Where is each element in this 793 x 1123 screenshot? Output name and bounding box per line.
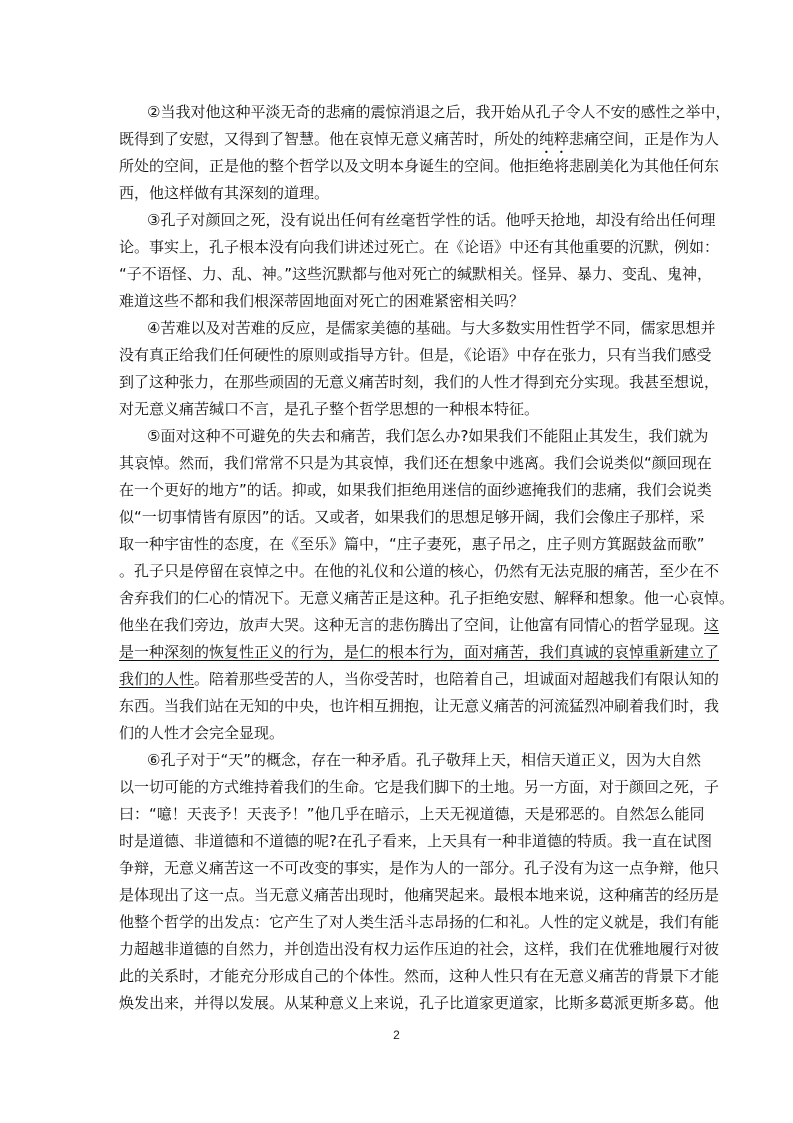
- text-line: [119, 912, 720, 932]
- text-line: [119, 993, 720, 1013]
- text-run: 论。事实上，孔子根本没有向我们讲述过死亡。在《论语》中还有其他重要的沉默，例如：: [119, 238, 720, 256]
- text-run: 对无意义痛苦缄口不言，是孔子整个哲学思想的一种根本特征。: [119, 400, 540, 418]
- text-line: [119, 669, 720, 689]
- text-run: ⑥孔子对于“天”的概念，存在一种矛盾。孔子敬拜上天，相信天道正义，因为大自然: [147, 751, 701, 769]
- text-run: 取一种宇宙性的态度，在《至乐》篇中，“庄子妻死，惠子吊之，庄子则方箕踞鼓盆而歌”: [119, 535, 705, 553]
- emphasized-text: 纯粹: [539, 130, 570, 148]
- text-run: 其哀悼。然而，我们常常不只是为其哀悼，我们还在想象中逃离。我们会说类似“颜回现在: [119, 454, 712, 472]
- text-line: [119, 939, 720, 959]
- text-line: [119, 885, 720, 905]
- text-line: [119, 237, 720, 257]
- text-line: [119, 264, 713, 284]
- text-run: 时是道德、非道德和不道德的呢?在孔子看来，上天具有一种非道德的特质。我一直在试图: [119, 832, 712, 850]
- text-run: 他坐在我们旁边，放声大哭。这种无言的悲伤腾出了空间，让他富有同情心的哲学显现。: [119, 616, 705, 634]
- text-line: [119, 291, 679, 311]
- text-line: [147, 210, 716, 230]
- text-line: [147, 318, 716, 338]
- text-line: [119, 129, 720, 149]
- text-run: 此的关系时，才能充分形成自己的个体性。然而，这种人性只有在无意义痛苦的背景下才能: [119, 967, 720, 985]
- text-run: 以一切可能的方式维持着我们的生命。它是我们脚下的土地。另一方面，对于颜回之死，子: [119, 778, 720, 796]
- underlined-text: 这: [704, 616, 720, 634]
- text-run: 争辩，无意义痛苦这一不可改变的事实，是作为人的一部分。孔子没有为这一点争辩，他只: [119, 859, 720, 877]
- text-run: 们的人性才会完全显现。: [119, 724, 285, 742]
- text-run: ③孔子对颜回之死，没有说出任何有丝毫哲学性的话。他呼天抢地，却没有给出任何理: [147, 211, 716, 229]
- underlined-text: 我们的人性: [119, 670, 195, 688]
- text-line: [119, 183, 679, 203]
- text-run: 悲痛空间，正是作为人: [569, 130, 720, 148]
- text-line: [119, 804, 705, 824]
- text-line: [119, 372, 720, 392]
- text-run: 力超越非道德的自然力，并创造出没有权力运作压迫的社会，这样，我们在优雅地履行对彼: [119, 940, 720, 958]
- text-run: 既得到了安慰，又得到了智慧。他在哀悼无意义痛苦时，所处的: [119, 130, 540, 148]
- text-line: [119, 453, 712, 473]
- text-run: 所处的空间，正是他的整个哲学以及文明本身诞生的空间。他拒绝将悲剧美化为其他任何东: [119, 157, 720, 175]
- text-run: 。孔子只是停留在哀悼之中。在他的礼仪和公道的核心，仍然有无法克服的痛苦，至少在不: [119, 562, 720, 580]
- text-line: [119, 480, 712, 500]
- text-line: [147, 750, 701, 770]
- text-line: [119, 561, 720, 581]
- text-line: [119, 642, 720, 662]
- text-run: 到了这种张力，在那些顽固的无意义痛苦时刻，我们的人性才得到充分实现。我甚至想说，: [119, 373, 720, 391]
- text-line: [119, 588, 735, 608]
- text-line: [119, 507, 705, 527]
- text-run: 是体现出了这一点。当无意义痛苦出现时，他痛哭起来。最根本地来说，这种痛苦的经历是: [119, 886, 720, 904]
- text-run: ④苦难以及对苦难的反应，是儒家美德的基础。与大多数实用性哲学不同，儒家思想并: [147, 319, 716, 337]
- text-run: 东西。当我们站在无知的中央，也许相互拥抱，让无意义痛苦的河流猛烈冲刷着我们时，我: [119, 697, 720, 715]
- text-run: ⑤面对这种不可避免的失去和痛苦，我们怎么办?如果我们不能阻止其发生，我们就为: [147, 427, 709, 445]
- underlined-text: 是一种深刻的恢复性正义的行为，是仁的根本行为，面对痛苦，我们真诚的哀悼重新建立了: [119, 643, 720, 661]
- text-line: [119, 615, 720, 635]
- text-run: 似“一切事情皆有原因”的话。又或者，如果我们的思想足够开阔，我们会像庄子那样，采: [119, 508, 705, 526]
- text-line: [119, 831, 712, 851]
- text-run: 没有真正给我们任何硬性的原则或指导方针。但是，《论语》中存在张力，只有当我们感受: [119, 346, 712, 364]
- text-line: [119, 777, 720, 797]
- text-line: [119, 723, 679, 743]
- text-line: [119, 534, 705, 554]
- text-run: 舍弃我们的仁心的情况下。无意义痛苦正是这种。孔子拒绝安慰、解释和想象。他一心哀悼。: [119, 589, 735, 607]
- text-line: [147, 102, 731, 122]
- text-run: 焕发出来，并得以发展。从某种意义上来说，孔子比道家更道家，比斯多葛派更斯多葛。他: [119, 994, 720, 1012]
- text-line: [147, 426, 709, 446]
- text-run: ②当我对他这种平淡无奇的悲痛的震惊消退之后，我开始从孔子令人不安的感性之举中，: [147, 103, 731, 121]
- page-number: 2: [393, 1028, 400, 1042]
- text-line: [119, 156, 720, 176]
- text-run: 他整个哲学的出发点：它产生了对人类生活斗志昂扬的仁和礼。人性的定义就是，我们有能: [119, 913, 720, 931]
- text-run: “子不语怪、力、乱、神。”这些沉默都与他对死亡的缄默相关。怪异、暴力、变乱、鬼神，: [119, 265, 713, 283]
- text-line: [119, 345, 712, 365]
- text-run: 。陪着那些受苦的人，当你受苦时，也陪着自己，坦诚面对超越我们有限认知的: [194, 670, 720, 688]
- text-line: [119, 696, 720, 716]
- text-run: 曰：“噫！天丧予！天丧予！”他几乎在暗示，上天无视道德，天是邪恶的。自然怎么能同: [119, 805, 705, 823]
- text-run: 在一个更好的地方”的话。抑或，如果我们拒绝用迷信的面纱遮掩我们的悲痛，我们会说类: [119, 481, 712, 499]
- text-line: [119, 858, 720, 878]
- text-line: [119, 966, 720, 986]
- text-line: [119, 399, 679, 419]
- text-run: 难道这些不都和我们根深蒂固地面对死亡的困难紧密相关吗？: [119, 292, 525, 310]
- text-run: 西，他这样做有其深刻的道理。: [119, 184, 330, 202]
